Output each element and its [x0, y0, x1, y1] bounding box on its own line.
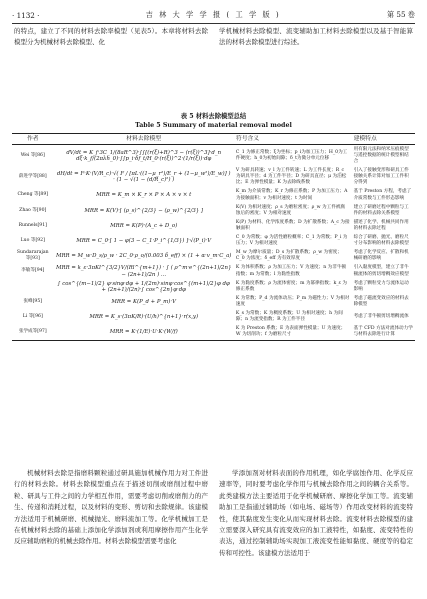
- table-row: [12, 309, 415, 324]
- intro-left-text: 的特点，建立了不同的材料去除率模型（见表5）。本章将材料去除模型分为机械材料去除模型、化: [14, 27, 208, 47]
- col-symbols: 符号含义: [234, 134, 352, 145]
- author-cell: Cheng 等[89]: [17, 192, 49, 198]
- author-cell: Runnels[91]: [18, 222, 47, 228]
- features-cell: 描述了化学、机械共同作用的材料去除过程: [353, 219, 409, 231]
- symbols-cell: K(P) 为材料、化学浓度系数；D 为扩散系数；A_c 为接触面积: [235, 219, 350, 231]
- features-cell: 考虑了磁流变效应的材料去除模型: [353, 295, 409, 307]
- table-row: [12, 188, 415, 203]
- table-row: [12, 234, 415, 249]
- col-features: 建模特点: [352, 134, 415, 145]
- symbols-cell: K_m 为介质常数；K_r 为修正系数；P 为加工压力；A 为接触面积；v 为相对速度；t 为时间: [235, 189, 348, 201]
- col-author: 作者: [12, 134, 54, 145]
- features-cell: 考虑了化学反应、扩散和机械研磨的影响: [353, 250, 409, 262]
- col-model: 材料去除模型: [54, 134, 234, 145]
- formula-cell: MRR = K·(1/E)·U·K·(W/f): [54, 325, 234, 341]
- table-body: [12, 145, 415, 341]
- author-cell: 张峰[95]: [23, 298, 43, 304]
- header-rule: [12, 23, 415, 24]
- intro-right-text: 学机械材料去除模型、流变辅助加工材料去除模型以及基于智能算法的材料去除模型进行综述。: [219, 27, 413, 47]
- formula-cell: MRR = C_0·[ 1 − φ(3 − C_1·P_i^{1/3}) ]·√(P_i)·V: [76, 238, 212, 245]
- author-cell: 张学成等[97]: [12, 325, 54, 341]
- body-right-text: 学添加剂对材料表面的作用机理，如化学腐蚀作用、化学反应速率等，同时要考虑化学作用与机械去除作用之间的耦合关系等。此类建模方法主要适用于化学机械研磨、摩擦化学加工等。流变辅助加工是指通过辅助场（如电场、磁场等）作用改变材料的流变特性，使其黏度发生变化从而实现材料去除。流变材料去除模型的建立需要深入研究具有流变效应的加工液特性，如黏度、流变特性的表达，通过控制辅助场实现加工液流变性能如黏度、硬度等的稳定传和可控性。该建模方法适用于: [219, 469, 413, 557]
- formula-cell: MRR = K_m × K_r × P × A × v × t: [96, 192, 192, 199]
- features-cell: 建立了研磨过程中颗粒与工件的材料去除关系模型: [353, 204, 409, 216]
- symbols-cell: K 为 Preston 系数；E 为表面弹性模量；U 为速度；W 为切削功；f 为磨粒尺寸: [234, 325, 352, 341]
- running-header: [12, 8, 415, 22]
- author-cell: Luo 等[92]: [20, 238, 45, 244]
- table-row: [12, 294, 415, 309]
- features-cell: 引入了接触变形和研具工件接触关系计算对加工工件积分得到: [353, 167, 409, 186]
- formula-cell: MRR = k_ε·3πKl^{3/2}V/(Rl^{m+1}) · ∫ ( ρ^m·e^{(2n+1)/2n} − (2n+1)/2n ) ...: [56, 265, 232, 278]
- author-cell: Li 等[96]: [22, 313, 43, 319]
- table-row: [12, 279, 415, 294]
- material-removal-model-table: [12, 133, 415, 341]
- symbols-cell: K 为黏度系数；ρ 为流体密度；m 为幂律指数；k_ε 为修正系数: [235, 280, 347, 292]
- table-row: [12, 145, 415, 167]
- author-cell: 薛进学等[88]: [18, 174, 47, 180]
- formula-cell: dH/dt = F·K·(V/R_c)·√( F / [πL·((1−μ_r²)/E_r + (1−μ_w²)/E_w)] ) · (1 − √(1 − (d/R_c)²) ): [56, 171, 231, 184]
- features-cell: 基于 CFD 方法对流体动力学与材料去除进行计算: [352, 325, 415, 341]
- author-cell: Sundararajan 等[93]: [16, 250, 49, 262]
- table-header-row: [12, 134, 415, 145]
- volume: 第 55 卷: [386, 10, 415, 19]
- features-cell: 基于 Preston 方程，考虑了介质常数与工件形态影响: [353, 189, 412, 201]
- table-row: [12, 325, 415, 341]
- symbols-cell: C_0 为常数；φ 为活性磨粒概率；C_1 为常数；P_i 为压力；V 为相对速度: [235, 234, 348, 247]
- features-cell: 考虑了非牛顿剪切增稠流体: [353, 313, 409, 319]
- table-row: [12, 264, 415, 279]
- symbols-cell: K 为常数；P_d 为流体动压；P_m 为磁性力；V 为相对速度: [235, 295, 350, 307]
- table-row: [12, 167, 415, 188]
- body-left-text: 机械材料去除是指磨料颗粒通过研具施加机械作用力对工件进行的材料去除。材料去除模型重点在于描述切削或磨削过程中磨粒、研具与工件之间的力学相互作用，需要考虑切削或磨削力的产生、传递和消耗过程，以及材料的变形、剪切和去除规律。该建模方法适用于机械研磨、机械抛光、磨料流加工等。化学机械加工是在机械材料去除的基础上添加化学添加剂或利用摩擦作用产生化学反应辅助磨粒的机械去除作用。材料去除模型需要考虑化: [14, 469, 208, 546]
- table-row: [12, 249, 415, 264]
- formula-cell: MRR = M_w·D_s/ρ_w · 2C_0·ρ_o/(0.003 δ_eff) × (1 + α·v_m·C_a): [55, 253, 232, 260]
- author-cell: 李敏等[94]: [21, 268, 45, 274]
- table-caption-cn: 表 5 材料去除模型总结: [180, 113, 247, 120]
- symbols-cell: K(V) 为相对速度；ρ_s 为磨粒密度；ρ_w 为工件被腐蚀后的密度；V 为相对速度: [235, 204, 346, 216]
- symbols-cell: V 为研具转速；v_l 为工件转速；L 为工件长度；R_c 为研具半径；d 为工件半径；D 为研具直径；μ 为泊松比；E 为弹性模量；K 为去除线系数: [235, 167, 347, 186]
- features-cell: 引入黏度模型，建立了非牛顿流体的剪切增稠效应模型: [353, 265, 409, 277]
- author-cell: Wei 等[86]: [20, 152, 45, 158]
- formula-cell: ∫ cos^{(m−1)/2} φ·sinφ·dφ + 1/(2m)·sinφ·cos^{(m+1)/2}φ dφ + (2n+1)/(2n)·∫ cos^{2n}φ·dφ: [57, 280, 230, 293]
- formula-cell: MRR = K(V)·[ (ρ_s)^{2/3} − (ρ_w)^{2/3} ]: [84, 207, 204, 214]
- symbols-cell: C_1 为修正常数；ξ为坐标；p_i为加工压力；H_0为工件硬度；h_0为初始间隙；δ_t为微分单元位移: [235, 149, 348, 161]
- table-row: [12, 218, 415, 233]
- symbols-cell: M_w 为摩尔质量；D_s 为扩散系数；ρ_w 为密度；C_0 为浓度；δ_eff 为有效厚度: [235, 250, 342, 262]
- formula-cell: MRR = K(P_d + P_m)·V: [111, 298, 176, 305]
- formula-cell: MRR = K_s·(3πK/R)·(U/h)^{n+1}·r(x,y): [89, 313, 199, 320]
- formula-cell: dV/dt = K_f·3C_1/(8aR^3)·∫∫[(r(ξ)+R)^3 − (r(ξ))^3]·d_n dξ·k_f/(2πλh_0)·∫∫p_i·δf_t/H_0·(r(ξ))^2·(1/r(ξ))·dφ: [66, 149, 222, 162]
- symbols-cell: K_s 为常数；K 为稠度系数；U 为相对速度；h 为间隙；n 为流变指数；R 为工件半径: [235, 310, 343, 323]
- author-cell: [12, 279, 54, 294]
- features-cell: 用有限元法和纳米压痕模型与遥控数据的统计模型相结合: [353, 146, 409, 164]
- formula-cell: MRR = K(P)·(A_c + D_o): [110, 222, 178, 229]
- features-cell: 综合了研磨、抛光、磨粒尺寸分布影响的材料去除模型: [353, 234, 409, 247]
- symbols-cell: K 为体积系数；ρ 为加工压力；V 为速度；n 为非牛顿指数；m 为常数；l 为黏性指数: [235, 265, 347, 277]
- journal-title: 吉 林 大 学 学 报 ( 工 学 版 ): [145, 10, 281, 19]
- table-caption-en: Table 5 Summary of material removal model: [135, 122, 292, 129]
- page-number: · 1132 ·: [12, 10, 40, 20]
- table-row: [12, 203, 415, 218]
- features-cell: 考虑了颗粒受力与流体运动影响: [353, 280, 409, 292]
- author-cell: Zhao 等[90]: [19, 207, 47, 213]
